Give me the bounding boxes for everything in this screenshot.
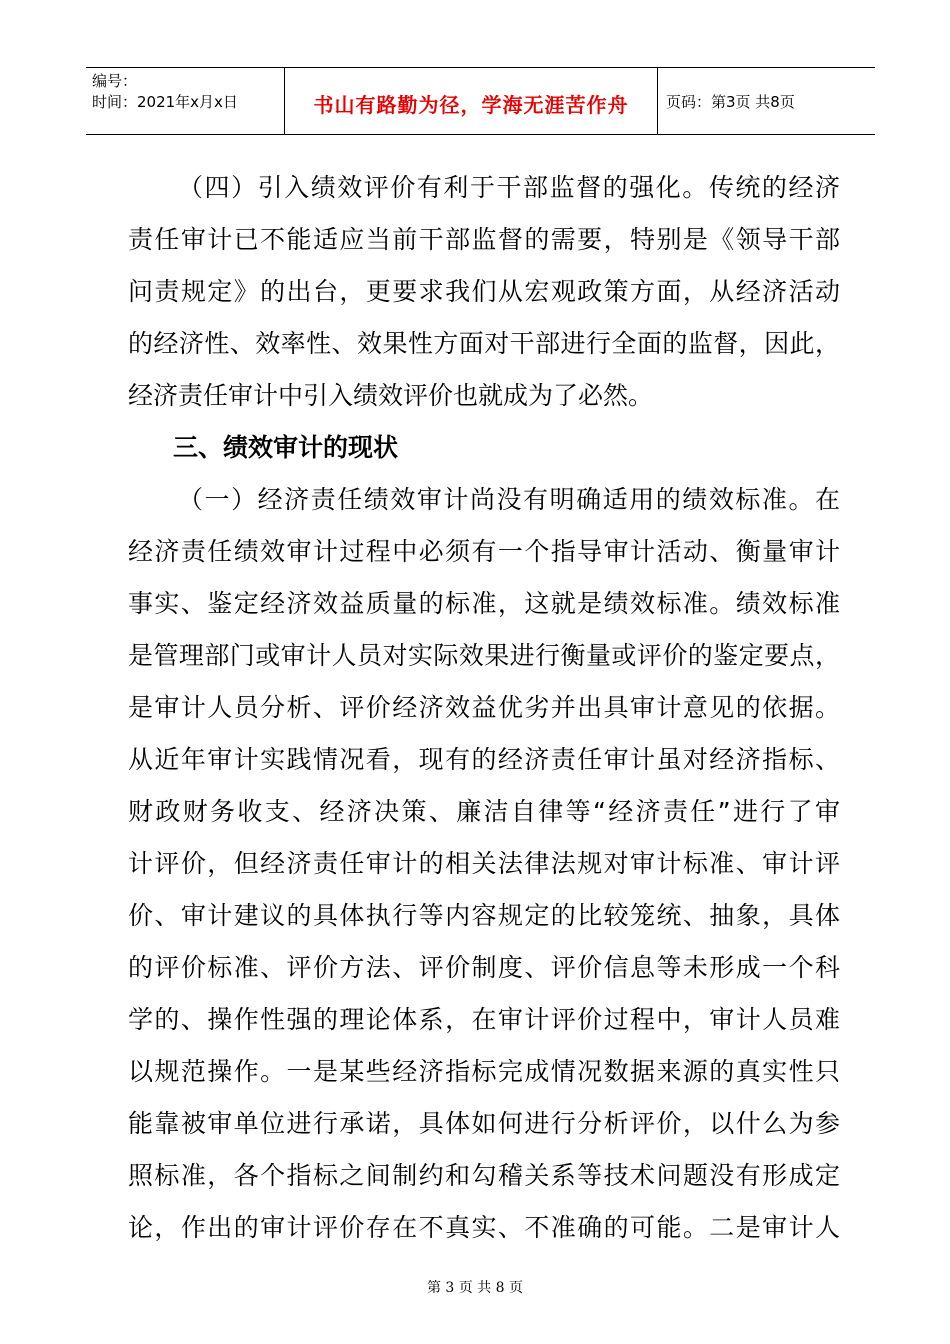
- paragraph-line: 是管理部门或审计人员对实际效果进行衡量或评价的鉴定要点，: [128, 641, 840, 670]
- motto-text: 书山有路勤为径，学海无涯苦作舟: [313, 92, 629, 117]
- paragraph-line: 财政财务收支、经济决策、廉洁自律等“经济责任”进行了审: [128, 797, 840, 826]
- paragraph-line: 照标准，各个指标之间制约和勾稽关系等技术问题没有形成定: [128, 1161, 840, 1190]
- header-motto-cell: [285, 68, 658, 134]
- document-header: [86, 67, 875, 135]
- paragraph-line: 经济责任审计中引入绩效评价也就成为了必然。: [128, 381, 654, 410]
- header-meta-cell: [86, 68, 285, 134]
- paragraph-line: 经济责任绩效审计过程中必须有一个指导审计活动、衡量审计: [128, 537, 840, 566]
- header-page-cell: [658, 68, 875, 134]
- paragraph-line: 计评价，但经济责任审计的相关法律法规对审计标准、审计评: [128, 849, 840, 878]
- paragraph-line: 责任审计已不能适应当前干部监督的需要，特别是《领导干部: [128, 225, 840, 254]
- paragraph-line: （四）引入绩效评价有利于干部监督的强化。传统的经济: [178, 173, 840, 202]
- body-text: [128, 162, 840, 1254]
- paragraph-line: 问责规定》的出台，更要求我们从宏观政策方面，从经济活动: [128, 277, 840, 306]
- page-footer: 第 3 页 共 8 页: [426, 1280, 524, 1296]
- section-heading: 三、绩效审计的现状: [173, 433, 399, 462]
- paragraph-line: 的经济性、效率性、效果性方面对干部进行全面的监督，因此，: [128, 329, 840, 358]
- paragraph-line: 学的、操作性强的理论体系，在审计评价过程中，审计人员难: [128, 1005, 840, 1034]
- paragraph-line: 事实、鉴定经济效益质量的标准，这就是绩效标准。绩效标准: [128, 589, 840, 618]
- paragraph-line: 论，作出的审计评价存在不真实、不准确的可能。二是审计人: [128, 1213, 840, 1242]
- paragraph-line: 能靠被审单位进行承诺，具体如何进行分析评价，以什么为参: [128, 1109, 840, 1138]
- paragraph-line: 是审计人员分析、评价经济效益优劣并出具审计意见的依据。: [128, 693, 840, 722]
- paragraph-line: 以规范操作。一是某些经济指标完成情况数据来源的真实性只: [128, 1057, 840, 1086]
- page-code: 页码：第3页 共8页: [666, 92, 795, 111]
- paragraph-line: 的评价标准、评价方法、评价制度、评价信息等未形成一个科: [128, 953, 840, 982]
- number-label: 编号：: [92, 72, 138, 90]
- time-label: 时间：2021年x月x日: [92, 93, 238, 111]
- paragraph-line: 从近年审计实践情况看，现有的经济责任审计虽对经济指标、: [128, 745, 840, 774]
- paragraph-line: 价、审计建议的具体执行等内容规定的比较笼统、抽象，具体: [128, 901, 840, 930]
- paragraph-line: （一）经济责任绩效审计尚没有明确适用的绩效标准。在: [178, 485, 840, 514]
